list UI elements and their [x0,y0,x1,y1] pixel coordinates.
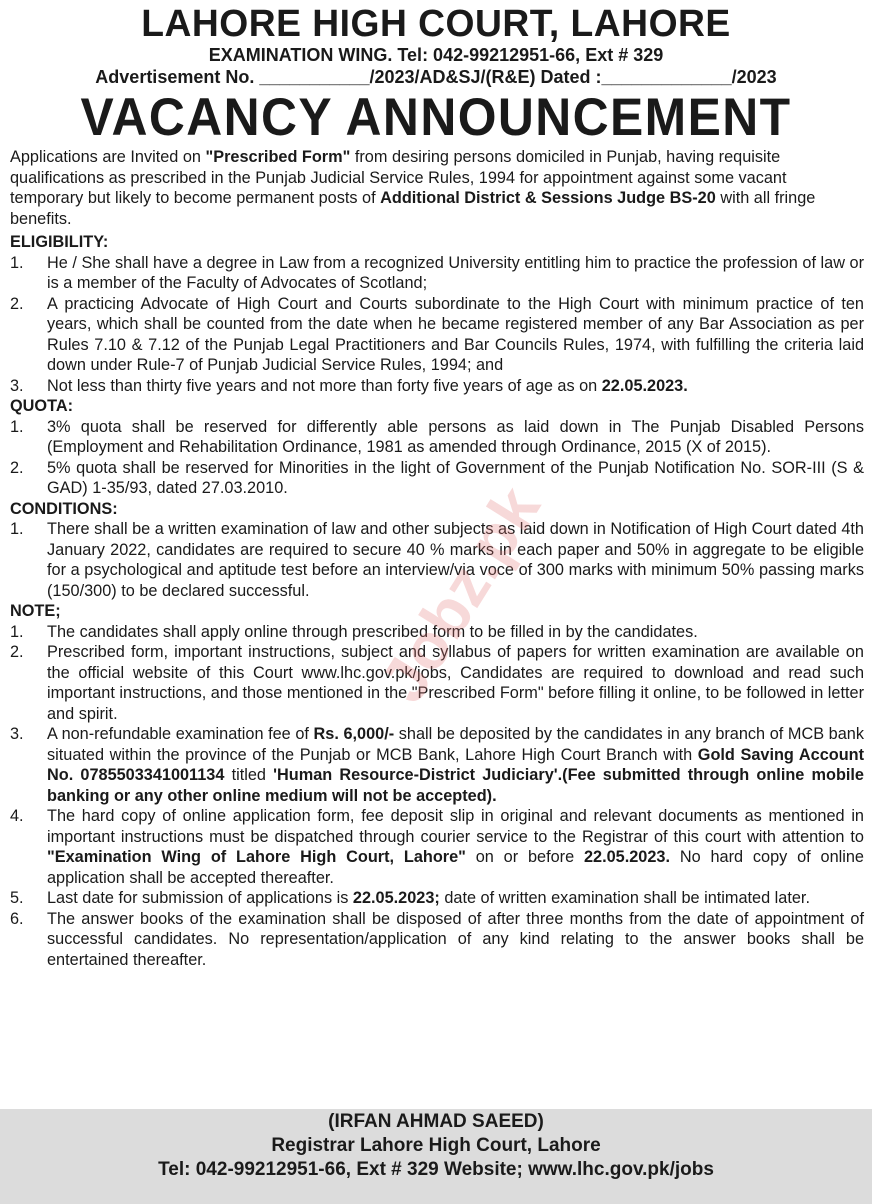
note-item [0,724,872,806]
item-number: 2. [10,294,24,313]
advertisement-line: Advertisement No. ___________/2023/AD&SJ/(R&E) Dated :_____________/2023 [95,67,777,87]
item-text: No hard copy of online application shall be accepted thereafter. [47,848,864,887]
signatory-name: (IRFAN AHMAD SAEED) [328,1111,544,1132]
note-item [0,806,872,888]
intro-text-3: with all fringe benefits. [10,189,816,228]
item-text: 5% quota shall be reserved for Minorities in the light of Government of the Punjab Notification No. SOR-III (S & GAD) 1-35/93, dated 27.03.2010. [47,458,864,497]
item-text: Prescribed form, important instructions, subject and syllabus of papers for written examination are available on the official website of this Court www.lhc.gov.pk/jobs, Candidates are required to download and read such important instructions, and those mentioned in the "Prescribed Form" before filling it online, to be followed in letter and spirit. [47,643,865,723]
item-text: date of written examination shall be intimated later. [439,889,810,907]
item-number: 3. [10,376,24,395]
item-text: shall be deposited by the candidates in any branch of MCB bank situated within the province of the Punjab or MCB Bank, Lahore High Court Branch with [47,725,864,764]
item-text: There shall be a written examination of law and other subjects as laid down in Notification of High Court dated 4th January 2022, candidates are required to secure 40 % marks in each paper and 50% in aggregate to be eligible for a psychological and aptitude test before an interview/via voce of 300 marks with minimum 50% passing marks (150/300) to be declared successful. [47,520,864,600]
item-text: The hard copy of online application form, fee deposit slip in original and relevant documents as mentioned in important instructions must be dispatched through courier service to the Registrar of this court with attention to [47,807,864,846]
item-number: 2. [10,458,24,477]
note-item [0,642,872,724]
quota-heading: QUOTA: [10,397,74,415]
item-number: 1. [10,253,24,272]
item-text: Not less than thirty five years and not more than forty five years of age as on [47,376,602,395]
note-heading: NOTE; [10,602,61,620]
account-number: Gold Saving Account No. 0785503341001134 [47,745,865,784]
item-text: 3% quota shall be reserved for differently able persons as laid down in The Punjab Disabled Persons (Employment and Rehabilitation Ordinance, 1981 as amended through Ordinance, 2015 (X of 2015). [47,417,864,456]
intro-paragraph [0,147,872,229]
item-text: on or before [465,848,584,866]
quota-item [0,458,872,499]
item-number: 4. [10,807,24,825]
note-item [0,909,872,971]
eligibility-item [0,376,872,397]
last-date: 22.05.2023; [352,889,440,907]
contact-line: Tel: 042-99212951-66, Ext # 329 Website; www.lhc.gov.pk/jobs [158,1159,714,1180]
item-text: A non-refundable examination fee of [47,725,314,743]
attention-line: "Examination Wing of Lahore High Court, Lahore" [47,848,466,866]
item-text: He / She shall have a degree in Law from a recognized University entitling him to practice the profession of law or is a member of the Faculty of Advocates of Scotland; [47,253,864,292]
item-text-wrap [47,376,864,397]
intro-text-2: from desiring persons domiciled in Punjab, having requisite qualifications as prescribed in the Punjab Judicial Service Rules, 1994 for appointment against some vacant temporary but likely to become permanent posts of [10,148,787,207]
court-title: LAHORE HIGH COURT, LAHORE [141,3,731,45]
item-number: 1. [10,520,24,538]
deadline-date: 22.05.2023. [583,848,670,866]
item-text-wrap [47,888,864,909]
eligibility-heading: ELIGIBILITY: [10,233,109,251]
note-item [0,888,872,909]
conditions-item [0,519,872,601]
eligibility-item [0,253,872,294]
item-text-wrap [47,724,864,806]
eligibility-item [0,294,872,376]
watermark-text: Jobz.pk [366,473,554,715]
item-text: Last date for submission of applications is [47,889,353,907]
header [0,4,872,146]
item-number: 1. [10,622,24,641]
item-text: titled [224,766,274,784]
note-item [0,622,872,643]
item-text: A practicing Advocate of High Court and Courts subordinate to the High Court with minimum practice of ten years, which shall be counted from the date when he became registered member of any Bar Association as per Rules 7.10 & 7.12 of the Punjab Legal Practitioners and Bar Councils Rules, 1974, with fulfilling the criteria laid down under Rule-7 of Punjab Judicial Service Rules, 1994; and [47,294,864,374]
item-number: 6. [10,909,24,928]
account-title: 'Human Resource-District Judiciary'.(Fee submitted through online mobile banking or any other online medium will not be accepted). [47,766,864,805]
item-number: 2. [10,643,24,661]
exam-wing-line: EXAMINATION WING. Tel: 042-99212951-66, Ext # 329 [208,45,664,65]
item-number: 3. [10,725,24,743]
item-text-wrap [47,806,864,888]
vacancy-title: VACANCY ANNOUNCEMENT [80,88,792,147]
item-number: 1. [10,417,24,436]
signatory-designation: Registrar Lahore High Court, Lahore [271,1135,601,1156]
intro-bold-2: Additional District & Sessions Judge BS-20 [380,189,716,207]
conditions-heading: CONDITIONS: [10,499,118,518]
quota-item [0,417,872,458]
item-bold-date: 22.05.2023. [601,376,688,395]
intro-bold-1: "Prescribed Form" [205,148,351,166]
item-text: The answer books of the examination shall be disposed of after three months from the date of appointment of successful candidates. No representation/application of any kind relating to the answer books shall be entertained thereafter. [47,909,864,969]
footer [0,1109,872,1204]
item-number: 5. [10,889,24,907]
fee-amount: Rs. 6,000/- [313,725,395,743]
item-text: The candidates shall apply online through prescribed form to be filled in by the candidates. [47,622,698,641]
intro-text-1: Applications are Invited on [10,148,206,166]
